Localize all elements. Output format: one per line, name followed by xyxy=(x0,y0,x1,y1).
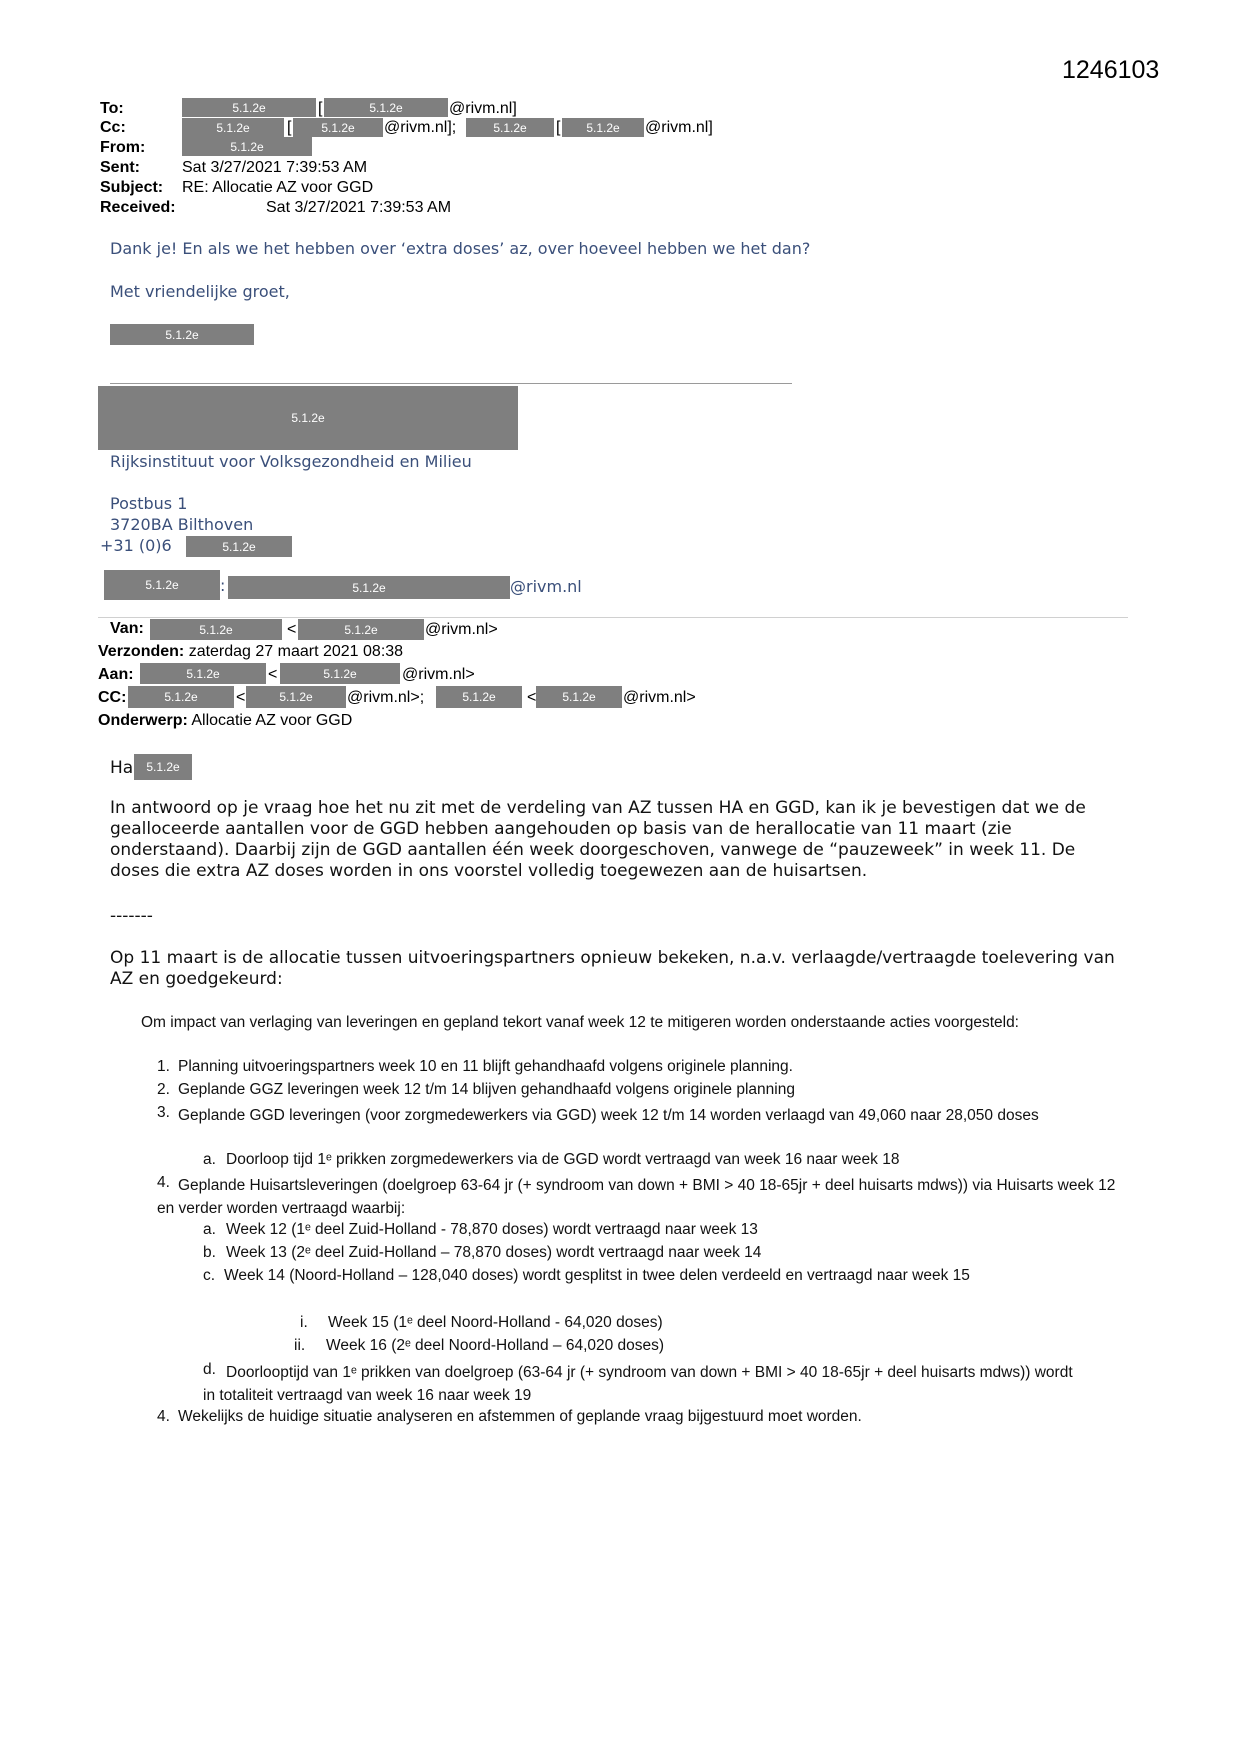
redaction-box: 5.1.2e xyxy=(280,663,400,684)
redaction-box: 5.1.2e xyxy=(293,118,383,137)
salutation: Ha xyxy=(110,758,134,778)
van-suffix: @rivm.nl> xyxy=(425,621,498,638)
list-letter: b. xyxy=(203,1244,216,1261)
sent-value: Sat 3/27/2021 7:39:53 AM xyxy=(182,159,368,176)
redaction-box: 5.1.2e xyxy=(436,686,522,708)
list-number: 2. xyxy=(157,1081,170,1098)
list-letter: a. xyxy=(203,1221,216,1238)
cc-suffix: @rivm.nl> xyxy=(623,689,696,706)
list-item-2: Geplande GGZ leveringen week 12 t/m 14 blijven gehandhaafd volgens originele planning xyxy=(178,1081,795,1098)
cc-suffix: @rivm.nl>; xyxy=(347,689,425,706)
van-lt: < xyxy=(287,621,297,638)
redaction-box: 5.1.2e xyxy=(182,98,316,117)
aan-suffix: @rivm.nl> xyxy=(402,666,475,683)
institute-name: Rijksinstituut voor Volksgezondheid en Milieu xyxy=(110,452,472,471)
verzonden-line: Verzonden: zaterdag 27 maart 2021 08:38 xyxy=(98,643,404,660)
redaction-box: 5.1.2e xyxy=(324,98,448,117)
redaction-box: 5.1.2e xyxy=(246,686,346,708)
postbus: Postbus 1 xyxy=(110,494,188,513)
body-paragraph-2: Op 11 maart is de allocatie tussen uitvoeringspartners opnieuw bekeken, n.a.v. verlaagde/vertraagde toelevering van AZ en goedgekeurd: xyxy=(110,948,1115,989)
redaction-box: 5.1.2e xyxy=(140,663,266,684)
aan-lt: < xyxy=(268,666,278,683)
message-separator xyxy=(98,617,1128,618)
redaction-box: 5.1.2e xyxy=(134,754,192,780)
sent-label: Sent: xyxy=(100,159,140,176)
postal-city: 3720BA Bilthoven xyxy=(110,515,254,534)
to-bracket: [ xyxy=(318,100,323,117)
list-item-3: Geplande GGD leveringen (voor zorgmedewerkers via GGD) week 12 t/m 14 worden verlaagd van 49,060 naar 28,050 doses xyxy=(178,1107,1039,1124)
redaction-box: 5.1.2e xyxy=(98,386,518,450)
body-paragraph-1: In antwoord op je vraag hoe het nu zit met de verdeling van AZ tussen HA en GGD, kan ik je bevestigen dat we de gealloceerde aantallen voor de GGD hebben aangehouden op basis van de herallocatie van 11 maart (zie onderstaand). Daarbij zijn de GGD aantallen één week doorgeschoven, vanwege de “pauzeweek” in week 11. De doses die extra AZ doses worden in ons voorstel volledig toegewezen aan de huisartsen. xyxy=(110,798,1086,881)
list-item-4c: Week 14 (Noord-Holland – 128,040 doses) wordt gesplitst in twee delen verdeeld en vertraagd naar week 15 xyxy=(224,1267,970,1284)
separator-dashes: ------- xyxy=(110,906,153,926)
redaction-box: 5.1.2e xyxy=(466,118,554,137)
list-number: 4. xyxy=(157,1174,170,1191)
list-item-4c-ii: Week 16 (2ᵉ deel Noord-Holland – 64,020 doses) xyxy=(326,1337,665,1354)
list-number: 3. xyxy=(157,1104,170,1121)
email-separator: : xyxy=(220,576,226,595)
cc-address-suffix: @rivm.nl]; xyxy=(384,119,457,136)
redaction-box: 5.1.2e xyxy=(228,576,510,599)
list-item-4a: Week 12 (1ᵉ deel Zuid-Holland - 78,870 doses) wordt vertraagd naar week 13 xyxy=(226,1221,758,1238)
redaction-box: 5.1.2e xyxy=(182,118,284,137)
list-letter: d. xyxy=(203,1361,216,1378)
phone-prefix: +31 (0)6 xyxy=(100,536,172,555)
list-item-4: Geplande Huisartsleveringen (doelgroep 63-64 jr (+ syndroom van down + BMI > 40 18-65jr + deel huisarts mdws)) via Huisarts week 12 en verder worden vertraagd waarbij: xyxy=(157,1177,1116,1217)
email-suffix: @rivm.nl xyxy=(510,577,582,596)
from-label: From: xyxy=(100,139,146,156)
signature-divider xyxy=(110,383,792,384)
to-address-suffix: @rivm.nl] xyxy=(449,100,517,117)
redaction-box: 5.1.2e xyxy=(150,619,282,640)
redaction-box: 5.1.2e xyxy=(104,570,220,600)
quoted-intro: Om impact van verlaging van leveringen en gepland tekort vanaf week 12 te mitigeren worden onderstaande acties voorgesteld: xyxy=(141,1014,1019,1031)
redaction-box: 5.1.2e xyxy=(110,324,254,345)
list-letter: a. xyxy=(203,1151,216,1168)
document-id: 1246103 xyxy=(1062,56,1160,84)
redaction-box: 5.1.2e xyxy=(186,536,292,557)
aan-label: Aan: xyxy=(98,666,134,683)
list-letter: c. xyxy=(203,1267,216,1284)
cc-lt: < xyxy=(236,689,246,706)
list-number: 4. xyxy=(157,1408,170,1425)
list-number: 1. xyxy=(157,1058,170,1075)
list-item-1: Planning uitvoeringspartners week 10 en 11 blijft gehandhaafd volgens originele planning. xyxy=(178,1058,793,1075)
cc-address-suffix: @rivm.nl] xyxy=(645,119,713,136)
received-value: Sat 3/27/2021 7:39:53 AM xyxy=(266,199,452,216)
cc-label: Cc: xyxy=(100,119,126,136)
list-item-4c-i: Week 15 (1ᵉ deel Noord-Holland - 64,020 doses) xyxy=(328,1314,663,1331)
onderwerp-line: Onderwerp: Allocatie AZ voor GGD xyxy=(98,712,353,729)
redaction-box: 5.1.2e xyxy=(298,619,424,640)
to-label: To: xyxy=(100,100,124,117)
cc-bracket: [ xyxy=(556,119,561,136)
redaction-box: 5.1.2e xyxy=(536,686,622,708)
subject-label: Subject: xyxy=(100,179,164,196)
list-item-3a: Doorloop tijd 1ᵉ prikken zorgmedewerkers via de GGD wordt vertraagd van week 16 naar week 18 xyxy=(226,1151,900,1168)
list-roman: i. xyxy=(300,1314,308,1331)
reply-greeting: Met vriendelijke groet, xyxy=(110,282,290,301)
list-item-4d: Doorlooptijd van 1ᵉ prikken van doelgroep (63-64 jr (+ syndroom van down + BMI > 40 18-65jr + deel huisarts mdws)) wordt in totaliteit vertraagd van week 16 naar week 19 xyxy=(203,1364,1073,1404)
redaction-box: 5.1.2e xyxy=(182,137,312,156)
list-item-4b: Week 13 (2ᵉ deel Zuid-Holland – 78,870 doses) wordt vertraagd naar week 14 xyxy=(226,1244,762,1261)
subject-value: RE: Allocatie AZ voor GGD xyxy=(182,179,374,196)
van-label: Van: xyxy=(110,620,144,637)
list-roman: ii. xyxy=(294,1337,306,1354)
redaction-box: 5.1.2e xyxy=(128,686,234,708)
cc-original-label: CC: xyxy=(98,689,127,706)
reply-text: Dank je! En als we het hebben over ‘extra doses’ az, over hoeveel hebben we het dan? xyxy=(110,239,811,258)
cc-bracket: [ xyxy=(287,119,292,136)
list-item-5: Wekelijks de huidige situatie analyseren en afstemmen of geplande vraag bijgestuurd moet worden. xyxy=(178,1408,862,1425)
cc-lt: < xyxy=(527,689,537,706)
redaction-box: 5.1.2e xyxy=(562,118,644,137)
received-label: Received: xyxy=(100,199,176,216)
